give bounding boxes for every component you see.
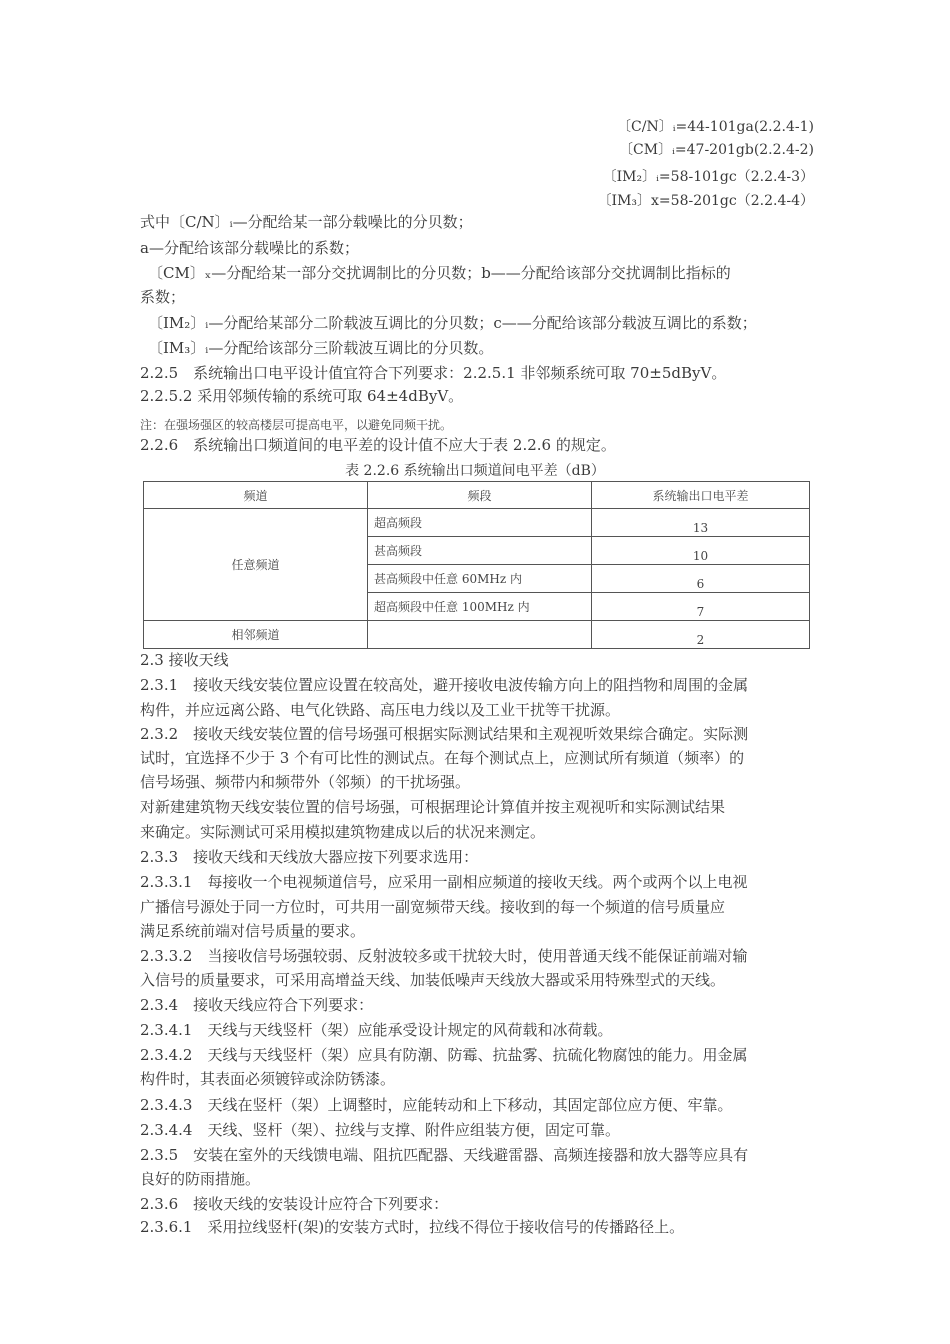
text-line: 2.3.3.2 当接收信号场强较弱、反射波较多或干扰较大时，使用普通天线不能保证前端对输 xyxy=(140,947,748,965)
text-line: 2.3.4.2 天线与天线竖杆（架）应具有防潮、防霉、抗盐雾、抗硫化物腐蚀的能力。用金属 xyxy=(140,1046,748,1064)
text-line: 构件，并应远离公路、电气化铁路、高压电力线以及工业干扰等干扰源。 xyxy=(140,701,621,719)
band-cell: 超高频段 xyxy=(368,509,592,537)
text-line: 2.3.4.4 天线、竖杆（架）、拉线与支撑、附件应组装方便，固定可靠。 xyxy=(140,1121,620,1139)
text-line: 对新建建筑物天线安装位置的信号场强，可根据理论计算值并按主观视听和实际测试结果 xyxy=(140,798,726,816)
text-line: 信号场强、频带内和频带外（邻频）的干扰场强。 xyxy=(140,773,471,791)
value-cell: 7 xyxy=(592,593,810,621)
table-caption: 表 2.2.6 系统输出口频道间电平差（dB） xyxy=(345,463,605,479)
text-line: 2.3.6.1 采用拉线竖杆(架)的安装方式时，拉线不得位于接收信号的传播路径上。 xyxy=(140,1218,685,1236)
table-row xyxy=(144,621,810,649)
header-cell: 系统输出口电平差 xyxy=(592,482,810,509)
text-line: 来确定。实际测试可采用模拟建筑物建成以后的状况来测定。 xyxy=(140,823,546,841)
text-line: 良好的防雨措施。 xyxy=(140,1170,261,1188)
band-cell xyxy=(368,621,592,649)
text-line: 2.2.5 系统输出口电平设计值宜符合下列要求：2.2.5.1 非邻频系统可取 70±5dByV。 xyxy=(140,364,727,382)
text-line: 2.3.2 接收天线安装位置的信号场强可根据实际测试结果和主观视听效果综合确定。实际测 xyxy=(140,725,749,743)
text-line: 满足系统前端对信号质量的要求。 xyxy=(140,922,366,940)
header-cell: 频道 xyxy=(144,482,368,509)
note-text: 注：在强场强区的较高楼层可提高电平，以避免同频干扰。 xyxy=(140,418,453,432)
text-line: 2.3.6 接收天线的安装设计应符合下列要求： xyxy=(140,1195,449,1213)
text-line: 2.3.3.1 每接收一个电视频道信号，应采用一副相应频道的接收天线。两个或两个以上电视 xyxy=(140,873,748,891)
value-cell: 10 xyxy=(592,537,810,565)
text-line: 〔IM₃〕ᵢ—分配给该部分三阶载波互调比的分贝数。 xyxy=(148,339,494,357)
value-cell: 2 xyxy=(592,621,810,649)
level-difference-table xyxy=(143,481,810,649)
text-line: 2.3.3 接收天线和天线放大器应按下列要求选用： xyxy=(140,848,479,866)
text-line: 2.3.4.3 天线在竖杆（架）上调整时，应能转动和上下移动，其固定部位应方便、牢靠。 xyxy=(140,1096,733,1114)
text-line: 系数； xyxy=(140,288,186,306)
text-line: 2.3.1 接收天线安装位置应设置在较高处，避开接收电波传输方向上的阻挡物和周围的金属 xyxy=(140,676,749,694)
table-header-row xyxy=(144,482,810,509)
text-line: 2.3.5 安装在室外的天线馈电端、阻抗匹配器、天线避雷器、高频连接器和放大器等应具有 xyxy=(140,1146,749,1164)
text-line: 2.3.4 接收天线应符合下列要求： xyxy=(140,996,374,1014)
header-cell: 频段 xyxy=(368,482,592,509)
band-cell: 甚高频段中任意 60MHz 内 xyxy=(368,565,592,593)
text-line: 〔CM〕ₓ—分配给某一部分交扰调制比的分贝数；b——分配给该部分交扰调制比指标的 xyxy=(148,264,731,282)
text-line: 广播信号源处于同一方位时，可共用一副宽频带天线。接收到的每一个频道的信号质量应 xyxy=(140,898,726,916)
band-cell: 超高频段中任意 100MHz 内 xyxy=(368,593,592,621)
text-line: 2.2.5.2 采用邻频传输的系统可取 64±4dByV。 xyxy=(140,387,464,405)
value-cell: 6 xyxy=(592,565,810,593)
text-line: a—分配给该部分载噪比的系数； xyxy=(140,239,359,257)
formula-line: 〔CM〕ᵢ=47-201gb(2.2.4-2) xyxy=(619,142,814,158)
band-cell: 甚高频段 xyxy=(368,537,592,565)
text-line: 〔IM₂〕ᵢ—分配给某部分二阶载波互调比的分贝数；c——分配给该部分载波互调比的系数； xyxy=(148,314,757,332)
text-line: 入信号的质量要求，可采用高增益天线、加装低噪声天线放大器或采用特殊型式的天线。 xyxy=(140,971,726,989)
group-cell: 相邻频道 xyxy=(144,621,368,649)
table-row xyxy=(144,509,810,537)
group-cell: 任意频道 xyxy=(144,509,368,621)
formula-line: 〔C/N〕ᵢ=44-101ga(2.2.4-1) xyxy=(617,119,814,135)
text-line: 试时，宜选择不少于 3 个有可比性的测试点。在每个测试点上，应测试所有频道（频率）的 xyxy=(140,749,745,767)
formula-line: 〔IM₃〕x=58-201gc（2.2.4-4） xyxy=(597,193,814,209)
section-heading: 2.3 接收天线 xyxy=(140,651,229,669)
text-line: 式中〔C/N〕ᵢ—分配给某一部分载噪比的分贝数； xyxy=(140,213,473,231)
text-line: 构件时，其表面必须镀锌或涂防锈漆。 xyxy=(140,1070,396,1088)
text-line: 2.3.4.1 天线与天线竖杆（架）应能承受设计规定的风荷载和冰荷载。 xyxy=(140,1021,613,1039)
value-cell: 13 xyxy=(592,509,810,537)
formula-line: 〔IM₂〕ᵢ=58-101gc（2.2.4-3） xyxy=(602,169,814,185)
text-line: 2.2.6 系统输出口频道间的电平差的设计值不应大于表 2.2.6 的规定。 xyxy=(140,436,616,454)
